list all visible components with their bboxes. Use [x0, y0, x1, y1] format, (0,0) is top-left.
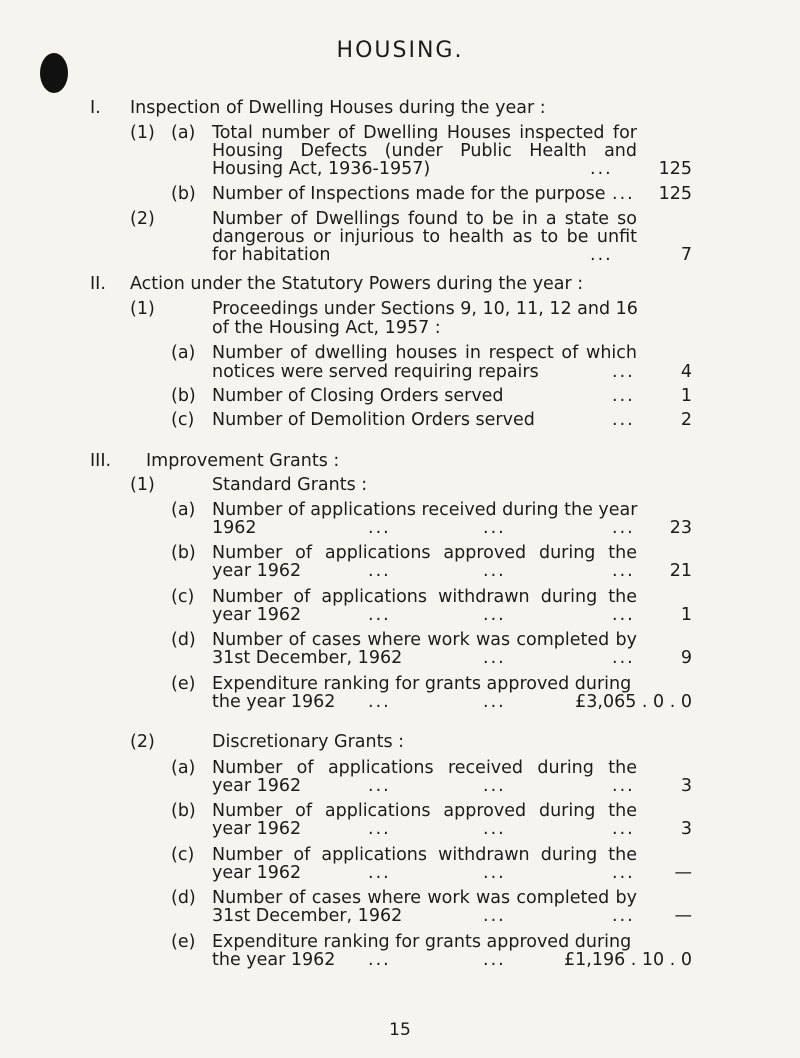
leader-dots: ... — [483, 950, 506, 970]
item-label: (1) — [130, 299, 155, 319]
subsection-heading: Standard Grants : — [212, 475, 368, 495]
leader-dots: ... — [612, 863, 635, 883]
subitem-label: (b) — [171, 386, 196, 406]
leader-dots: ... — [612, 184, 635, 204]
item-text: year 1962 — [212, 561, 302, 581]
item-text: Number of Closing Orders served — [212, 386, 504, 406]
item-text: Expenditure ranking for grants approved during — [212, 674, 632, 694]
subitem-label: (a) — [171, 123, 196, 143]
section-numeral: III. — [90, 451, 112, 471]
subitem-label: (a) — [171, 343, 196, 363]
item-text: year 1962 — [212, 776, 302, 796]
item-value: 1 — [680, 386, 692, 406]
section-heading: Improvement Grants : — [146, 451, 340, 471]
item-text: Number of applications withdrawn during the — [212, 845, 637, 865]
item-text: year 1962 — [212, 819, 302, 839]
item-text: dangerous or injurious to health as to be unfit — [212, 227, 637, 247]
item-value: 23 — [669, 518, 692, 538]
item-text: for habitation — [212, 245, 331, 265]
subitem-label: (d) — [171, 888, 196, 908]
item-text: Number of cases where work was completed by — [212, 630, 637, 650]
section-heading: Inspection of Dwelling Houses during the year : — [130, 98, 546, 118]
leader-dots: ... — [612, 386, 635, 406]
item-value: 3 — [680, 819, 692, 839]
item-text: Number of applications approved during the — [212, 543, 637, 563]
item-value: 3 — [680, 776, 692, 796]
item-value: 125 — [658, 159, 692, 179]
item-value: 21 — [669, 561, 692, 581]
subsection-heading: Discretionary Grants : — [212, 732, 405, 752]
item-text: the year 1962 — [212, 692, 336, 712]
item-text: Number of applications received during the year — [212, 500, 638, 520]
item-value: — — [674, 906, 692, 926]
item-text: Number of cases where work was completed by — [212, 888, 637, 908]
item-text: Number of Inspections made for the purpose — [212, 184, 606, 204]
item-text: year 1962 — [212, 863, 302, 883]
subitem-label: (e) — [171, 932, 196, 952]
leader-dots: ... — [612, 410, 635, 430]
item-value: 7 — [680, 245, 692, 265]
item-text: Number of applications received during the — [212, 758, 637, 778]
leader-dots: ... — [612, 776, 635, 796]
leader-dots: ... — [483, 906, 506, 926]
leader-dots: ... — [612, 906, 635, 926]
item-text: 31st December, 1962 — [212, 906, 403, 926]
leader-dots: ... — [368, 819, 391, 839]
leader-dots: ... — [612, 362, 635, 382]
leader-dots: ... — [368, 518, 391, 538]
item-text: Number of dwelling houses in respect of which — [212, 343, 637, 363]
item-text: Number of Dwellings found to be in a state so — [212, 209, 637, 229]
subitem-label: (b) — [171, 184, 196, 204]
item-label: (2) — [130, 209, 155, 229]
leader-dots: ... — [483, 863, 506, 883]
leader-dots: ... — [483, 605, 506, 625]
leader-dots: ... — [612, 518, 635, 538]
leader-dots: ... — [612, 605, 635, 625]
item-text: notices were served requiring repairs — [212, 362, 539, 382]
leader-dots: ... — [612, 648, 635, 668]
item-label: (2) — [130, 732, 155, 752]
leader-dots: ... — [612, 819, 635, 839]
leader-dots: ... — [590, 245, 613, 265]
item-value: £3,065 . 0 . 0 — [575, 692, 692, 712]
subitem-label: (d) — [171, 630, 196, 650]
item-text: Number of applications approved during the — [212, 801, 637, 821]
item-text: Housing Defects (under Public Health and — [212, 141, 637, 161]
leader-dots: ... — [483, 561, 506, 581]
leader-dots: ... — [368, 863, 391, 883]
leader-dots: ... — [368, 692, 391, 712]
subitem-label: (c) — [171, 845, 195, 865]
subitem-label: (b) — [171, 543, 196, 563]
item-text: Number of applications withdrawn during the — [212, 587, 637, 607]
leader-dots: ... — [483, 648, 506, 668]
leader-dots: ... — [368, 605, 391, 625]
item-text: Total number of Dwelling Houses inspected for — [212, 123, 637, 143]
leader-dots: ... — [483, 692, 506, 712]
section-numeral: II. — [90, 274, 106, 294]
item-value: 1 — [680, 605, 692, 625]
leader-dots: ... — [368, 950, 391, 970]
subitem-label: (b) — [171, 801, 196, 821]
item-value: 125 — [658, 184, 692, 204]
leader-dots: ... — [483, 819, 506, 839]
item-text: Housing Act, 1936-1957) — [212, 159, 431, 179]
item-label: (1) — [130, 123, 155, 143]
item-text: year 1962 — [212, 605, 302, 625]
subitem-label: (c) — [171, 410, 195, 430]
leader-dots: ... — [368, 561, 391, 581]
item-value: 9 — [680, 648, 692, 668]
subitem-label: (a) — [171, 500, 196, 520]
item-text: Number of Demolition Orders served — [212, 410, 535, 430]
leader-dots: ... — [483, 776, 506, 796]
item-text: of the Housing Act, 1957 : — [212, 318, 441, 338]
page-title: HOUSING. — [336, 38, 464, 63]
item-text: 1962 — [212, 518, 257, 538]
subitem-label: (e) — [171, 674, 196, 694]
item-text: the year 1962 — [212, 950, 336, 970]
subitem-label: (a) — [171, 758, 196, 778]
item-text: Expenditure ranking for grants approved during — [212, 932, 632, 952]
subitem-label: (c) — [171, 587, 195, 607]
item-label: (1) — [130, 475, 155, 495]
item-value: 2 — [680, 410, 692, 430]
item-text: 31st December, 1962 — [212, 648, 403, 668]
leader-dots: ... — [368, 776, 391, 796]
page-number: 15 — [389, 1020, 411, 1040]
leader-dots: ... — [590, 159, 613, 179]
section-heading: Action under the Statutory Powers during the year : — [130, 274, 584, 294]
item-value: 4 — [680, 362, 692, 382]
item-text: Proceedings under Sections 9, 10, 11, 12 and 16 — [212, 299, 638, 319]
leader-dots: ... — [483, 518, 506, 538]
leader-dots: ... — [612, 561, 635, 581]
item-value: — — [674, 863, 692, 883]
item-value: £1,196 . 10 . 0 — [563, 950, 692, 970]
section-numeral: I. — [90, 98, 101, 118]
